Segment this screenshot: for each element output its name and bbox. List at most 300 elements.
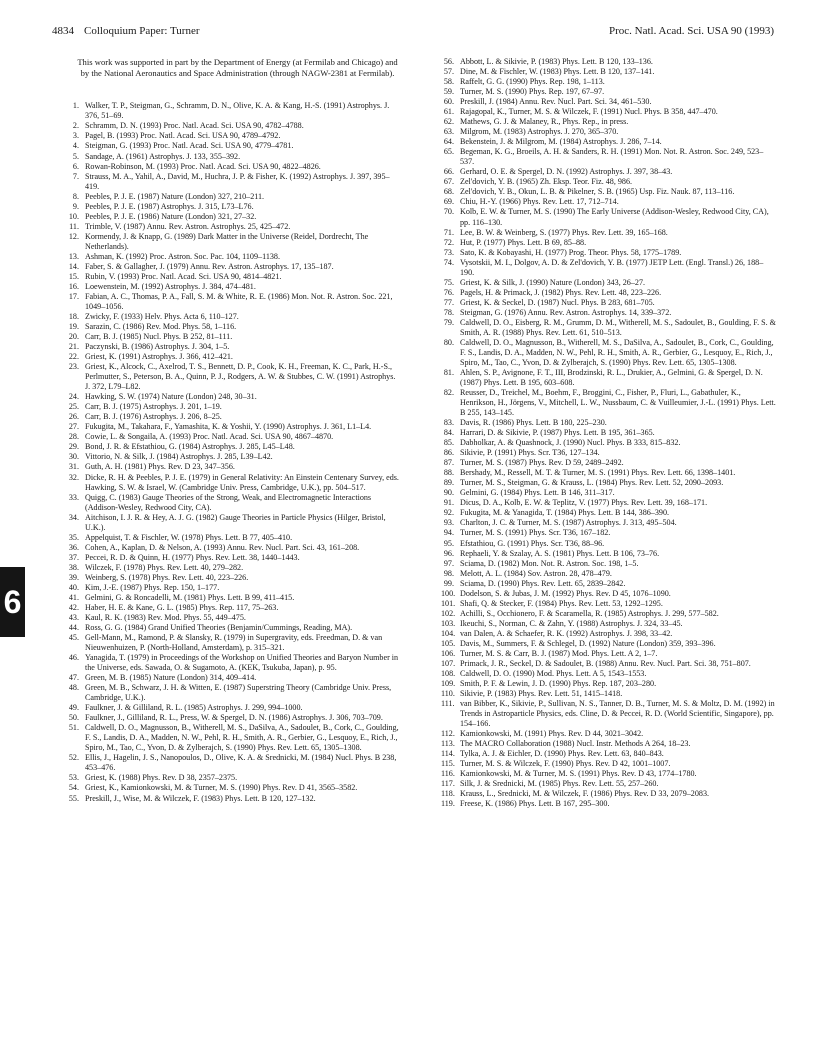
- reference-number: 26.: [68, 412, 79, 422]
- reference-number: 14.: [68, 261, 79, 271]
- reference-item: [66, 232, 401, 252]
- reference-item: [441, 609, 776, 619]
- reference-number: 43.: [68, 612, 79, 622]
- reference-number: 107.: [441, 658, 456, 668]
- reference-item: [441, 238, 776, 248]
- reference-text: Kamionkowski, M. & Turner, M. S. (1991) Phys. Rev. D 43, 1774–1780.: [460, 769, 697, 779]
- reference-item: [66, 553, 401, 563]
- reference-item: [441, 518, 776, 528]
- reference-text: Caldwell, D. O., Magnusson, B., Witherell, M. S., DaSilva, A., Sadoulet, B., Cork, C., Goulding, F. S., Landis, D. A., Madden, N. W., Pehl, R. H., Smith, A. R., Gerbier, G., Lesquoy, E., Rich, J., Spiro, M., Tao, C., Yvon, D. & Zylberajch, S. (1990) Phys. Rev. Lett. 65, 1305–1308.: [460, 337, 774, 367]
- reference-item: [66, 212, 401, 222]
- reference-text: Sikivie, P. (1991) Phys. Scr. T36, 127–134.: [460, 448, 600, 458]
- reference-text: Turner, M. S. (1990) Phys. Rep. 197, 67–97.: [460, 87, 605, 97]
- reference-number: 55.: [68, 793, 79, 803]
- reference-item: [66, 342, 401, 352]
- reference-number: 82.: [443, 388, 454, 398]
- reference-text: Turner, M. S. & Wilczek, F. (1990) Phys. Rev. D 42, 1001–1007.: [460, 759, 671, 769]
- reference-number: 59.: [443, 87, 454, 97]
- reference-item: [66, 121, 401, 131]
- reference-number: 70.: [443, 207, 454, 217]
- reference-number: 99.: [443, 578, 454, 588]
- reference-text: Kamionkowski, M. (1991) Phys. Rev. D 44, 3021–3042.: [460, 729, 644, 739]
- reference-number: 81.: [443, 367, 454, 377]
- reference-text: Gelmini, G. (1984) Phys. Lett. B 146, 311–317.: [460, 488, 615, 498]
- reference-number: 84.: [443, 428, 454, 438]
- reference-text: Chiu, H.-Y. (1966) Phys. Rev. Lett. 17, 712–714.: [460, 197, 619, 207]
- reference-item: [441, 438, 776, 448]
- reference-text: Hawking, S. W. (1974) Nature (London) 248, 30–31.: [85, 392, 257, 402]
- reference-text: Begeman, K. G., Broeils, A. H. & Sanders, R. H. (1991) Mon. Not. R. Astron. Soc. 249, 523–537.: [460, 147, 764, 167]
- reference-text: Ashman, K. (1992) Proc. Astron. Soc. Pac. 104, 1109–1138.: [85, 251, 280, 261]
- reference-text: Peebles, P. J. E. (1987) Astrophys. J. 315, L73–L76.: [85, 201, 254, 211]
- acknowledgment: This work was supported in part by the Department of Energy (at Fermilab and Chicago) and by the National Aeronautics and Space Administration (through NAGW-2381 at Fermilab).: [77, 57, 398, 79]
- reference-item: [66, 653, 401, 673]
- reference-number: 29.: [68, 442, 79, 452]
- reference-text: Dicus, D. A., Kolb, E. W. & Teplitz, V. (1977) Phys. Rev. Lett. 39, 168–171.: [460, 498, 708, 508]
- reference-item: [66, 723, 401, 753]
- reference-text: Haber, H. E. & Kane, G. L. (1985) Phys. Rep. 117, 75–263.: [85, 602, 279, 612]
- reference-number: 27.: [68, 422, 79, 432]
- reference-item: [441, 298, 776, 308]
- reference-number: 4.: [72, 141, 79, 151]
- reference-number: 34.: [68, 512, 79, 522]
- reference-number: 56.: [443, 57, 454, 66]
- reference-item: [66, 713, 401, 723]
- reference-number: 41.: [68, 592, 79, 602]
- reference-item: [441, 278, 776, 288]
- reference-text: Melott, A. L. (1984) Sov. Astron. 28, 478–479.: [460, 568, 612, 578]
- reference-item: [441, 739, 776, 749]
- reference-number: 12.: [68, 231, 79, 241]
- reference-item: [441, 639, 776, 649]
- reference-text: Sciama, D. (1982) Mon. Not. R. Astron. Soc. 198, 1–5.: [460, 558, 639, 568]
- reference-number: 47.: [68, 673, 79, 683]
- reference-text: Milgrom, M. (1983) Astrophys. J. 270, 365–370.: [460, 127, 619, 137]
- reference-text: Peccei, R. D. & Quinn, H. (1977) Phys. Rev. Lett. 38, 1440–1443.: [85, 552, 300, 562]
- reference-number: 18.: [68, 312, 79, 321]
- reference-item: [441, 258, 776, 278]
- reference-text: Paczynski, B. (1986) Astrophys. J. 304, 1–5.: [85, 342, 230, 352]
- reference-number: 8.: [72, 191, 79, 201]
- reference-item: [66, 613, 401, 623]
- reference-item: [441, 679, 776, 689]
- reference-number: 5.: [72, 151, 79, 161]
- reference-item: [441, 498, 776, 508]
- reference-text: Steigman, G. (1976) Annu. Rev. Astron. Astrophys. 14, 339–372.: [460, 307, 672, 317]
- reference-number: 96.: [443, 548, 454, 558]
- reference-item: [441, 799, 776, 809]
- reference-item: [66, 292, 401, 312]
- reference-number: 66.: [443, 167, 454, 177]
- reference-item: [441, 137, 776, 147]
- reference-item: [441, 288, 776, 298]
- reference-item: [441, 207, 776, 227]
- reference-text: Aitchison, I. J. R. & Hey, A. J. G. (1982) Gauge Theories in Particle Physics (Hilger, Bristol, U.K.).: [85, 512, 386, 532]
- reference-text: Griest, K., Kamionkowski, M. & Turner, M. S. (1990) Phys. Rev. D 41, 3565–3582.: [85, 783, 358, 793]
- reference-text: Preskill, J. (1984) Annu. Rev. Nucl. Part. Sci. 34, 461–530.: [460, 97, 652, 107]
- reference-item: [66, 422, 401, 432]
- reference-item: [441, 428, 776, 438]
- reference-text: Kolb, E. W. & Turner, M. S. (1990) The Early Universe (Addison-Wesley, Redwood City, CA), pp. 116–130.: [460, 207, 769, 227]
- reference-number: 17.: [68, 291, 79, 301]
- reference-number: 90.: [443, 488, 454, 498]
- reference-number: 118.: [441, 789, 455, 799]
- reference-item: [441, 97, 776, 107]
- reference-text: Rajagopal, K., Turner, M. S. & Wilczek, F. (1991) Nucl. Phys. B 358, 447–470.: [460, 107, 718, 117]
- reference-item: [66, 192, 401, 202]
- reference-number: 42.: [68, 602, 79, 612]
- reference-item: [66, 573, 401, 583]
- reference-number: 52.: [68, 753, 79, 763]
- reference-item: [441, 117, 776, 127]
- reference-text: Hut, P. (1977) Phys. Lett. B 69, 85–88.: [460, 237, 587, 247]
- section-tab: [0, 567, 25, 637]
- reference-item: [66, 131, 401, 141]
- reference-text: Achilli, S., Occhionero, F. & Scaramella, R. (1985) Astrophys. J. 299, 577–582.: [460, 608, 719, 618]
- reference-item: [441, 759, 776, 769]
- reference-text: Loewenstein, M. (1992) Astrophys. J. 384, 474–481.: [85, 281, 256, 291]
- reference-text: Dine, M. & Fischler, W. (1983) Phys. Lett. B 120, 137–141.: [460, 67, 655, 77]
- reference-item: [441, 107, 776, 117]
- left-column: [66, 57, 401, 804]
- reference-number: 80.: [443, 337, 454, 347]
- reference-text: Fukugita, M., Takahara, F., Yamashita, K. & Yoshii, Y. (1990) Astrophys. J. 361, L1–L4.: [85, 422, 372, 432]
- reference-number: 15.: [68, 271, 79, 281]
- reference-number: 48.: [68, 683, 79, 693]
- reference-number: 36.: [68, 542, 79, 552]
- reference-text: Fukugita, M. & Yanagida, T. (1984) Phys. Lett. B 144, 386–390.: [460, 508, 670, 518]
- reference-item: [441, 478, 776, 488]
- reference-number: 89.: [443, 478, 454, 488]
- reference-number: 65.: [443, 147, 454, 157]
- reference-text: Griest, K. (1988) Phys. Rev. D 38, 2357–2375.: [85, 773, 238, 783]
- reference-text: van Dalen, A. & Schaefer, R. K. (1992) Astrophys. J. 398, 33–42.: [460, 628, 673, 638]
- reference-number: 38.: [68, 562, 79, 572]
- reference-item: [441, 448, 776, 458]
- reference-text: Gell-Mann, M., Ramond, P. & Slansky, R. (1979) in Supergravity, eds. Freedman, D. & van Nieuwenhuizen, P. (North-Holland, Amsterdam), p. 315–321.: [85, 633, 383, 653]
- reference-item: [66, 753, 401, 773]
- reference-number: 73.: [443, 247, 454, 257]
- reference-number: 63.: [443, 127, 454, 137]
- reference-item: [441, 789, 776, 799]
- reference-text: Primack, J. R., Seckel, D. & Sadoulet, B. (1988) Annu. Rev. Nucl. Part. Sci. 38, 751–807.: [460, 658, 751, 668]
- reference-text: Turner, M. S. (1991) Phys. Scr. T36, 167–182.: [460, 528, 611, 538]
- reference-item: [441, 167, 776, 177]
- reference-number: 6.: [72, 161, 79, 171]
- reference-number: 101.: [441, 598, 456, 608]
- reference-item: [441, 649, 776, 659]
- reference-text: Caldwell, D. O. (1990) Mod. Phys. Lett. A 5, 1543–1553.: [460, 668, 647, 678]
- page-number: 4834: [52, 25, 74, 37]
- journal-citation: Proc. Natl. Acad. Sci. USA 90 (1993): [609, 25, 774, 37]
- reference-item: [66, 683, 401, 703]
- reference-number: 60.: [443, 97, 454, 107]
- reference-text: Faber, S. & Gallagher, J. (1979) Annu. Rev. Astron. Astrophys. 17, 135–187.: [85, 261, 334, 271]
- reference-number: 33.: [68, 492, 79, 502]
- reference-text: Carr, B. J. (1976) Astrophys. J. 206, 8–25.: [85, 412, 222, 422]
- reference-item: [66, 773, 401, 783]
- reference-number: 100.: [441, 588, 456, 598]
- reference-item: [441, 197, 776, 207]
- reference-item: [441, 318, 776, 338]
- reference-text: Turner, M. S., Steigman, G. & Krauss, L. (1984) Phys. Rev. Lett. 52, 2090–2093.: [460, 478, 724, 488]
- reference-number: 7.: [72, 171, 79, 181]
- reference-text: Zel'dovich, Y. B. (1965) Zh. Eksp. Teor. Fiz. 48, 986.: [460, 177, 633, 187]
- reference-item: [441, 749, 776, 759]
- reference-item: [66, 473, 401, 493]
- reference-item: [441, 689, 776, 699]
- reference-text: Charlton, J. C. & Turner, M. S. (1987) Astrophys. J. 313, 495–504.: [460, 518, 677, 528]
- reference-text: Preskill, J., Wise, M. & Wilczek, F. (1983) Phys. Lett. B 120, 127–132.: [85, 793, 316, 803]
- reference-text: Efstathiou, G. (1991) Phys. Scr. T36, 88–96.: [460, 538, 605, 548]
- reference-number: 109.: [441, 678, 456, 688]
- reference-text: Yanagida, T. (1979) in Proceedings of the Workshop on Unified Theories and Baryon Number in the Universe, eds. Sawada, O. & Sugamoto, A. (KEK, Tsukuba, Japan), p. 95.: [85, 653, 399, 673]
- reference-text: Ahlen, S. P., Avignone, F. T., III, Brodzinski, R. L., Drukier, A., Gelmini, G. & Spergel, D. N. (1987) Phys. Lett. B 195, 603–608.: [460, 367, 763, 387]
- reference-item: [441, 569, 776, 579]
- reference-item: [66, 493, 401, 513]
- reference-text: Fabian, A. C., Thomas, P. A., Fall, S. M. & White, R. E. (1986) Mon. Not. R. Astron. Soc. 221, 1049–1056.: [85, 291, 393, 311]
- reference-item: [66, 783, 401, 793]
- reference-text: Mathews, G. J. & Malaney, R., Phys. Rep., in press.: [460, 117, 629, 127]
- reference-text: Davis, R. (1986) Phys. Lett. B 180, 225–230.: [460, 418, 607, 428]
- reference-number: 116.: [441, 769, 455, 779]
- reference-text: Rowan-Robinson, M. (1993) Proc. Natl. Acad. Sci. USA 90, 4822–4826.: [85, 161, 321, 171]
- reference-item: [441, 418, 776, 428]
- reference-text: Rephaeli, Y. & Szalay, A. S. (1981) Phys. Lett. B 106, 73–76.: [460, 548, 660, 558]
- reference-item: [441, 248, 776, 258]
- reference-item: [66, 412, 401, 422]
- reference-text: Reusser, D., Treichel, M., Boehm, F., Broggini, C., Fisher, P., Fluri, L., Gabathuler, K., Henrikson, H., Jörgens, V., Mitchell, L. W., Nussbaum, C. & Vuilleumier, J.-L. (1991) Phys. Lett. B 255, 143–145.: [460, 388, 776, 418]
- reference-number: 57.: [443, 67, 454, 77]
- reference-item: [441, 77, 776, 87]
- reference-number: 61.: [443, 107, 454, 117]
- reference-text: Bekenstein, J. & Milgrom, M. (1984) Astrophys. J. 286, 7–14.: [460, 137, 662, 147]
- section-tab-number: 6: [3, 583, 22, 620]
- reference-text: Cohen, A., Kaplan, D. & Nelson, A. (1993) Annu. Rev. Nucl. Part. Sci. 43, 161–208.: [85, 542, 360, 552]
- reference-item: [66, 272, 401, 282]
- reference-text: Gelmini, G. & Roncadelli, M. (1981) Phys. Lett. B 99, 411–415.: [85, 592, 295, 602]
- reference-item: [66, 794, 401, 804]
- reference-number: 97.: [443, 558, 454, 568]
- reference-number: 110.: [441, 688, 455, 698]
- reference-text: Caldwell, D. O., Magnusson, B., Witherell, M. S., DaSilva, A., Sadoulet, B., Cork, C., Goulding, F. S., Landis, D. A., Madden, N. W., Pehl, R. H., Smith, A. R., Gerbier, G., Lesquoy, E., Rich, J., Spiro, M., Tao, C., Yvon, D. & Zylberajch, S. (1990) Phys. Rev. Lett. 65, 1305–1308.: [85, 723, 399, 753]
- reference-item: [441, 458, 776, 468]
- reference-text: Cowie, L. & Songaila, A. (1993) Proc. Natl. Acad. Sci. USA 90, 4867–4870.: [85, 432, 334, 442]
- reference-number: 117.: [441, 779, 455, 789]
- reference-number: 72.: [443, 237, 454, 247]
- reference-item: [66, 222, 401, 232]
- reference-item: [441, 308, 776, 318]
- reference-text: Turner, M. S. (1987) Phys. Rev. D 59, 2489–2492.: [460, 458, 624, 468]
- reference-number: 22.: [68, 352, 79, 362]
- reference-text: Zwicky, F. (1933) Helv. Phys. Acta 6, 110–127.: [85, 312, 239, 321]
- reference-item: [66, 583, 401, 593]
- reference-text: Raffelt, G. G. (1990) Phys. Rep. 198, 1–113.: [460, 77, 605, 87]
- reference-item: [66, 312, 401, 322]
- reference-text: Pagel, B. (1993) Proc. Natl. Acad. Sci. USA 90, 4789–4792.: [85, 131, 281, 141]
- reference-item: [441, 388, 776, 418]
- reference-number: 67.: [443, 177, 454, 187]
- reference-number: 58.: [443, 77, 454, 87]
- reference-number: 115.: [441, 759, 455, 769]
- reference-number: 111.: [441, 699, 455, 708]
- reference-number: 106.: [441, 648, 456, 658]
- reference-number: 62.: [443, 117, 454, 127]
- reference-item: [66, 533, 401, 543]
- reference-item: [441, 549, 776, 559]
- reference-number: 86.: [443, 448, 454, 458]
- reference-number: 94.: [443, 528, 454, 538]
- reference-number: 78.: [443, 307, 454, 317]
- reference-item: [441, 539, 776, 549]
- reference-number: 87.: [443, 458, 454, 468]
- reference-text: Ikeuchi, S., Norman, C. & Zahn, Y. (1988) Astrophys. J. 324, 33–45.: [460, 618, 683, 628]
- reference-text: The MACRO Collaboration (1988) Nucl. Instr. Methods A 264, 18–23.: [460, 739, 691, 749]
- reference-text: Sarazin, C. (1986) Rev. Mod. Phys. 58, 1–116.: [85, 322, 237, 332]
- reference-text: Ellis, J., Hagelin, J. S., Nanopoulos, D., Olive, K. A. & Srednicki, M. (1984) Nucl. Phys. B 238, 453–476.: [85, 753, 397, 773]
- reference-number: 104.: [441, 628, 456, 638]
- reference-text: Guth, A. H. (1981) Phys. Rev. D 23, 347–356.: [85, 462, 235, 472]
- reference-text: Green, M. B., Schwarz, J. H. & Witten, E. (1987) Superstring Theory (Cambridge Univ. Press, Cambridge, U.K.).: [85, 683, 392, 703]
- reference-text: Bond, J. R. & Efstathiou, G. (1984) Astrophys. J. 285, L45–L48.: [85, 442, 295, 452]
- reference-number: 91.: [443, 498, 454, 508]
- reference-text: Davis, M., Summers, F. & Schlegel, D. (1992) Nature (London) 359, 393–396.: [460, 638, 716, 648]
- reference-item: [66, 452, 401, 462]
- reference-number: 39.: [68, 572, 79, 582]
- reference-number: 119.: [441, 799, 455, 809]
- reference-item: [66, 202, 401, 212]
- reference-text: Appelquist, T. & Fischler, W. (1978) Phys. Lett. B 77, 405–410.: [85, 532, 293, 542]
- reference-number: 93.: [443, 518, 454, 528]
- reference-number: 98.: [443, 568, 454, 578]
- reference-text: Faulkner, J., Gilliland, R. L., Press, W. & Spergel, D. N. (1986) Astrophys. J. 306, 703–709.: [85, 713, 383, 723]
- reference-number: 35.: [68, 532, 79, 542]
- reference-text: Faulkner, J. & Gilliland, R. L. (1985) Astrophys. J. 299, 994–1000.: [85, 703, 303, 713]
- reference-text: Dabholkar, A. & Quashnock, J. (1990) Nucl. Phys. B 333, 815–832.: [460, 438, 681, 448]
- reference-text: Wilczek, F. (1978) Phys. Rev. Lett. 40, 279–282.: [85, 562, 244, 572]
- reference-item: [441, 57, 776, 67]
- reference-text: Sikivie, P. (1983) Phys. Rev. Lett. 51, 1415–1418.: [460, 688, 623, 698]
- reference-number: 46.: [68, 653, 79, 663]
- reference-item: [66, 623, 401, 633]
- reference-number: 40.: [68, 582, 79, 592]
- reference-item: [66, 322, 401, 332]
- reference-number: 21.: [68, 342, 79, 352]
- reference-text: Lee, B. W. & Weinberg, S. (1977) Phys. Rev. Lett. 39, 165–168.: [460, 227, 668, 237]
- reference-number: 105.: [441, 638, 456, 648]
- reference-text: Bershady, M., Ressell, M. T. & Turner, M. S. (1991) Phys. Rev. Lett. 66, 1398–1401.: [460, 468, 736, 478]
- reference-text: Peebles, P. J. E. (1987) Nature (London) 327, 210–211.: [85, 191, 265, 201]
- reference-text: Carr, B. J. (1985) Nucl. Phys. B 252, 81–111.: [85, 332, 233, 342]
- reference-number: 32.: [68, 472, 79, 482]
- reference-text: Pagels, H. & Primack, J. (1982) Phys. Rev. Lett. 48, 223–226.: [460, 287, 662, 297]
- reference-number: 71.: [443, 227, 454, 237]
- reference-item: [441, 187, 776, 197]
- reference-text: Silk, J. & Srednicki, M. (1985) Phys. Rev. Lett. 55, 257–260.: [460, 779, 659, 789]
- reference-item: [441, 619, 776, 629]
- reference-number: 103.: [441, 618, 456, 628]
- reference-number: 95.: [443, 538, 454, 548]
- reference-text: Griest, K., Alcock, C., Axelrod, T. S., Bennett, D. P., Cook, K. H., Freeman, K. C., Park, H.-S., Perlmutter, S., Peterson, B. A., Quinn, P. J., Rodgers, A. W. & Stubbes, C. W. (1991) Astrophys. J. 372, L79–L82.: [85, 362, 396, 392]
- reference-item: [441, 589, 776, 599]
- reference-number: 88.: [443, 468, 454, 478]
- reference-number: 13.: [68, 251, 79, 261]
- reference-item: [441, 177, 776, 187]
- reference-item: [66, 703, 401, 713]
- reference-item: [66, 432, 401, 442]
- reference-text: Peebles, P. J. E. (1986) Nature (London) 321, 27–32.: [85, 211, 257, 221]
- reference-text: Kim, J.-E. (1987) Phys. Rep. 150, 1–177.: [85, 582, 220, 592]
- reference-number: 23.: [68, 362, 79, 372]
- right-column: [441, 57, 776, 809]
- reference-number: 113.: [441, 739, 455, 749]
- reference-text: Sato, K. & Kobayashi, H. (1977) Prog. Theor. Phys. 58, 1775–1789.: [460, 247, 682, 257]
- reference-item: [66, 332, 401, 342]
- reference-item: [441, 599, 776, 609]
- reference-number: 10.: [68, 211, 79, 221]
- reference-item: [66, 162, 401, 172]
- reference-item: [441, 699, 776, 729]
- reference-number: 45.: [68, 633, 79, 642]
- reference-text: Griest, K. & Silk, J. (1990) Nature (London) 343, 26–27.: [460, 277, 646, 287]
- reference-text: Strauss, M. A., Yahil, A., David, M., Huchra, J. P. & Fisher, K. (1992) Astrophys. J. 397, 395–419.: [85, 171, 390, 191]
- reference-text: Sandage, A. (1961) Astrophys. J. 133, 355–392.: [85, 151, 241, 161]
- reference-text: Caldwell, D. O., Eisberg, R. M., Grumm, D. M., Witherell, M. S., Sadoulet, B., Goulding, F. S. & Smith, A. R. (1988) Phys. Rev. Lett. 61, 510–513.: [460, 317, 776, 337]
- reference-item: [66, 392, 401, 402]
- reference-number: 112.: [441, 729, 455, 739]
- reference-text: Vysotskii, M. I., Dolgov, A. D. & Zel'dovich, Y. B. (1977) JETP Lett. (Engl. Transl.) 26, 188–190.: [460, 257, 764, 277]
- reference-text: Harrari, D. & Sikivie, P. (1987) Phys. Lett. B 195, 361–365.: [460, 428, 655, 438]
- reference-number: 108.: [441, 668, 456, 678]
- reference-number: 79.: [443, 317, 454, 327]
- reference-number: 28.: [68, 432, 79, 442]
- reference-item: [441, 338, 776, 368]
- reference-text: Green, M. B. (1985) Nature (London) 314, 409–414.: [85, 673, 257, 683]
- reference-number: 83.: [443, 418, 454, 428]
- reference-text: Zel'dovich, Y. B., Okun, L. B. & Pikelner, S. B. (1965) Usp. Fiz. Nauk. 87, 113–116.: [460, 187, 735, 197]
- reference-item: [66, 633, 401, 653]
- reference-number: 51.: [68, 723, 79, 733]
- reference-number: 24.: [68, 392, 79, 402]
- reference-text: Griest, K. (1991) Astrophys. J. 366, 412–421.: [85, 352, 233, 362]
- reference-text: Dicke, R. H. & Peebles, P. J. E. (1979) in General Relativity: An Einstein Centenary Survey, eds. Hawking, S. W. & Israel, W. (Cambridge Univ. Press, Cambridge, U.K.), pp. 504–517.: [85, 472, 399, 492]
- reference-item: [66, 152, 401, 162]
- reference-text: Krauss, L., Srednicki, M. & Wilczek, F. (1986) Phys. Rev. D 33, 2079–2083.: [460, 789, 710, 799]
- reference-item: [441, 769, 776, 779]
- reference-number: 3.: [72, 131, 79, 141]
- reference-number: 76.: [443, 287, 454, 297]
- reference-item: [66, 563, 401, 573]
- reference-text: Abbott, L. & Sikivie, P. (1983) Phys. Lett. B 120, 133–136.: [460, 57, 653, 66]
- reference-number: 75.: [443, 277, 454, 287]
- reference-number: 20.: [68, 332, 79, 342]
- reference-text: Weinberg, S. (1978) Phys. Rev. Lett. 40, 223–226.: [85, 572, 249, 582]
- reference-item: [66, 462, 401, 472]
- reference-number: 74.: [443, 257, 454, 267]
- reference-number: 31.: [68, 462, 79, 472]
- reference-text: Walker, T. P., Steigman, G., Schramm, D. N., Olive, K. A. & Kang, H.-S. (1991) Astrophys. J. 376, 51–69.: [85, 101, 390, 121]
- reference-number: 44.: [68, 622, 79, 632]
- reference-text: Gerhard, O. E. & Spergel, D. N. (1992) Astrophys. J. 397, 38–43.: [460, 167, 673, 177]
- reference-number: 37.: [68, 552, 79, 562]
- reference-number: 49.: [68, 703, 79, 713]
- reference-item: [441, 488, 776, 498]
- reference-number: 9.: [72, 201, 79, 211]
- reference-text: Smith, P. F. & Lewin, J. D. (1990) Phys. Rep. 187, 203–280.: [460, 678, 657, 688]
- reference-item: [66, 352, 401, 362]
- reference-text: Steigman, G. (1993) Proc. Natl. Acad. Sci. USA 90, 4779–4781.: [85, 141, 294, 151]
- reference-item: [441, 228, 776, 238]
